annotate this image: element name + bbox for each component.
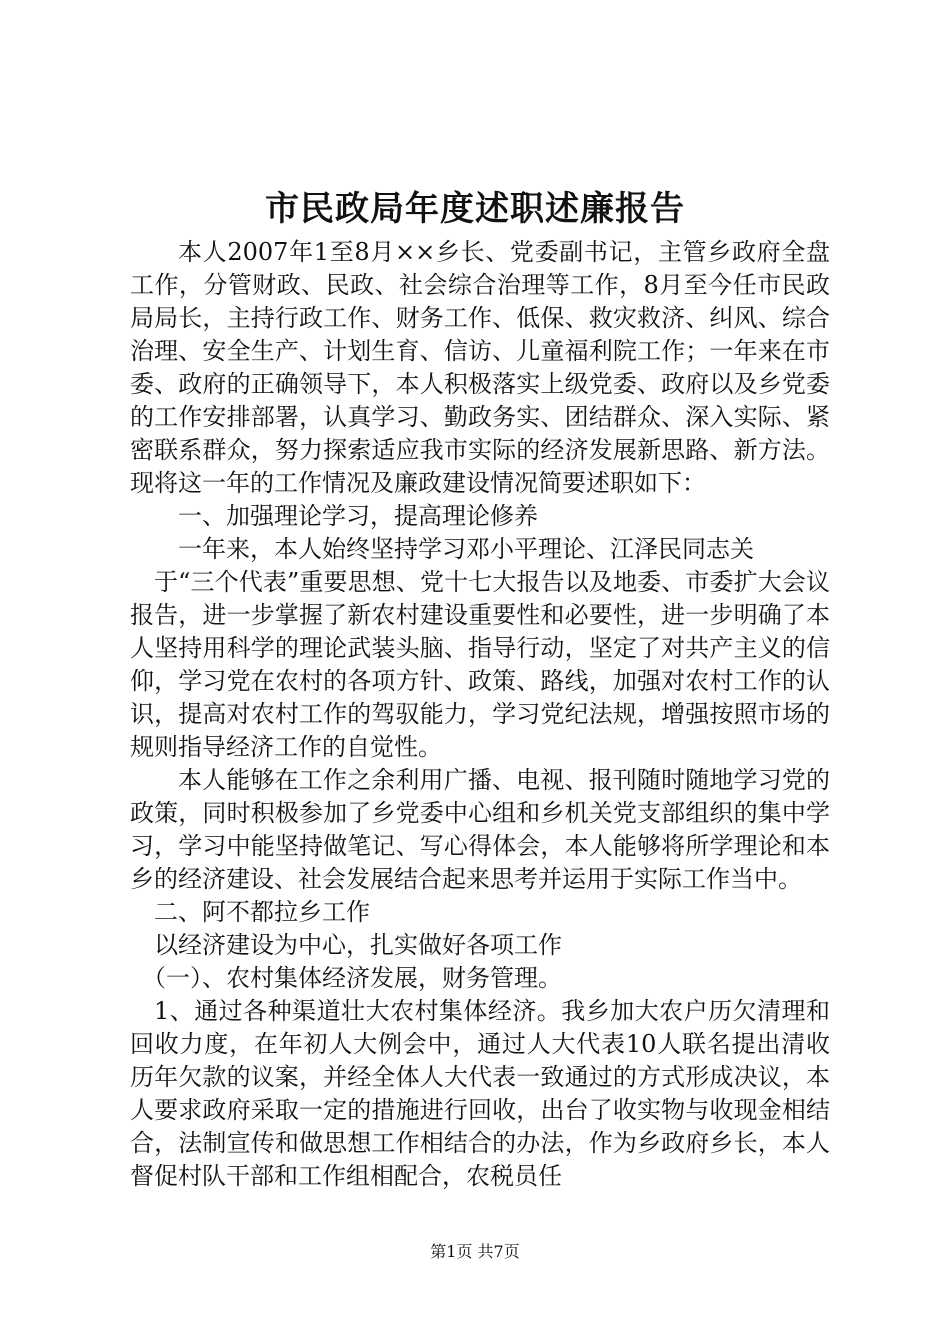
paragraph-intro: 本人2007年1至8月××乡长、党委副书记，主管乡政府全盘工作，分管财政、民政、社会综合治理等工作，8月至今任市民政局局长，主持行政工作、财务工作、低保、救灾救济、纠风、综合治理、安全生产、计划生育、信访、儿童福利院工作；一年来在市委、政府的正确领导下，本人积极落实上级党委、政府以及乡党委的工作安排部署，认真学习、勤政务实、团结群众、深入实际、紧密联系群众，努力探索适应我市实际的经济发展新思路、新方法。现将这一年的工作情况及廉政建设情况简要述职如下： <box>130 238 830 497</box>
page-indicator: 第1页 共7页 <box>430 1242 520 1261</box>
paragraph-collective-economy: 1、通过各种渠道壮大农村集体经济。我乡加大农户历欠清理和回收力度，在年初人大例会中，通过人大代表10人联名提出清收历年欠款的议案，并经全体人大代表一致通过的方式形成决议，本人要求政府采取一定的措施进行回收，出台了收实物与收现金相结合，法制宣传和做思想工作相结合的办法，作为乡政府乡长，本人督促村队干部和工作组相配合，农税员任 <box>130 997 830 1190</box>
paragraph-study-1: 一年来，本人始终坚持学习邓小平理论、江泽民同志关 <box>178 535 754 563</box>
section-heading-1: 一、加强理论学习，提高理论修养 <box>178 502 538 530</box>
paragraph-study-2: 于“三个代表”重要思想、党十七大报告以及地委、市委扩大会议报告，进一步掌握了新农村建设重要性和必要性，进一步明确了本人坚持用科学的理论武装头脑、指导行动，坚定了对共产主义的信仰，学习党在农村的各项方针、政策、路线，加强对农村工作的认识，提高对农村工作的驾驭能力，学习党纪法规，增强按照市场的规则指导经济工作的自觉性。 <box>130 568 830 761</box>
subheading-economy: 以经济建设为中心，扎实做好各项工作 <box>154 931 562 959</box>
section-heading-2: 二、阿不都拉乡工作 <box>154 898 370 926</box>
paragraph-study-3: 本人能够在工作之余利用广播、电视、报刊随时随地学习党的政策，同时积极参加了乡党委中心组和乡机关党支部组织的集中学习，学习中能坚持做笔记、写心得体会，本人能够将所学理论和本乡的经济建设、社会发展结合起来思考并运用于实际工作当中。 <box>130 766 830 893</box>
subheading-collective-economy: （一）、农村集体经济发展，财务管理。 <box>142 964 562 992</box>
document-title: 市民政局年度述职述廉报告 <box>265 189 685 229</box>
document-body <box>130 236 830 1193</box>
